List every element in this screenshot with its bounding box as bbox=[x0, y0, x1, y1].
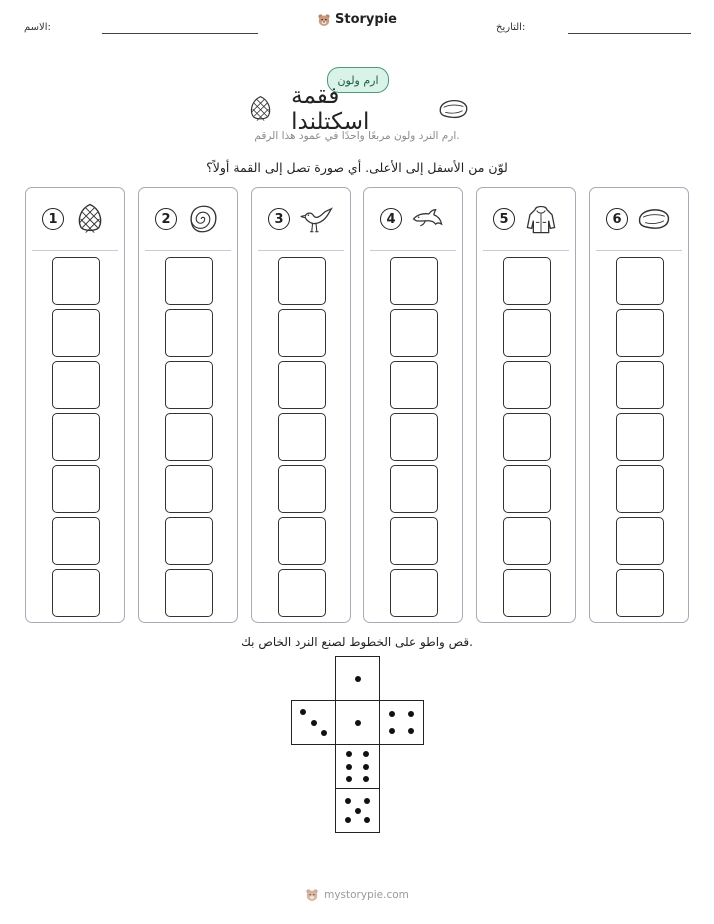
column-divider bbox=[258, 250, 344, 251]
color-square[interactable] bbox=[616, 569, 664, 617]
column-header bbox=[477, 188, 575, 250]
color-square[interactable] bbox=[278, 517, 326, 565]
color-square[interactable] bbox=[503, 257, 551, 305]
dice-face-3 bbox=[291, 700, 336, 745]
dice-pip bbox=[345, 817, 351, 823]
activity-pill: ارم ولون bbox=[327, 67, 389, 93]
dice-face-5 bbox=[335, 788, 380, 833]
footer bbox=[0, 888, 714, 902]
column-divider bbox=[483, 250, 569, 251]
color-square[interactable] bbox=[390, 465, 438, 513]
name-label: الاسم: bbox=[24, 22, 51, 33]
column-header bbox=[139, 188, 237, 250]
dice-pip bbox=[300, 709, 306, 715]
color-square[interactable] bbox=[52, 413, 100, 461]
column-2 bbox=[138, 187, 238, 623]
dice-pip bbox=[364, 817, 370, 823]
color-square[interactable] bbox=[503, 309, 551, 357]
rock-icon bbox=[437, 96, 470, 122]
column-header bbox=[252, 188, 350, 250]
column-divider bbox=[370, 250, 456, 251]
color-square[interactable] bbox=[52, 569, 100, 617]
color-square[interactable] bbox=[278, 413, 326, 461]
color-square[interactable] bbox=[503, 465, 551, 513]
color-square[interactable] bbox=[390, 569, 438, 617]
pinecone-icon bbox=[72, 202, 108, 236]
column-number: 2 bbox=[155, 208, 177, 230]
dice-pip bbox=[389, 711, 395, 717]
name-line[interactable] bbox=[102, 33, 258, 34]
color-square[interactable] bbox=[390, 257, 438, 305]
dice-pip bbox=[321, 730, 327, 736]
color-square[interactable] bbox=[165, 517, 213, 565]
column-header bbox=[364, 188, 462, 250]
dice-face-1 bbox=[335, 656, 380, 701]
dice-pip bbox=[311, 720, 317, 726]
column-1 bbox=[25, 187, 125, 623]
dice-pip bbox=[355, 808, 361, 814]
dice-pip bbox=[363, 751, 369, 757]
color-square[interactable] bbox=[503, 517, 551, 565]
dice-pip bbox=[355, 676, 361, 682]
dolphin-icon bbox=[410, 202, 446, 236]
rock-icon bbox=[636, 202, 672, 236]
dice-pip bbox=[408, 728, 414, 734]
dice-pip bbox=[363, 776, 369, 782]
date-label: التاريخ: bbox=[496, 22, 526, 33]
color-square[interactable] bbox=[616, 413, 664, 461]
instructions-subtitle: ارم النرد ولون مربعًا واحدًا في عمود هذا الرقم. bbox=[254, 130, 460, 142]
brand-logo bbox=[0, 12, 714, 27]
color-square[interactable] bbox=[165, 413, 213, 461]
dice-face-4 bbox=[379, 700, 424, 745]
color-square[interactable] bbox=[52, 517, 100, 565]
color-square[interactable] bbox=[616, 465, 664, 513]
column-number: 5 bbox=[493, 208, 515, 230]
color-square[interactable] bbox=[616, 517, 664, 565]
column-divider bbox=[145, 250, 231, 251]
column-header bbox=[590, 188, 688, 250]
dice-pip bbox=[408, 711, 414, 717]
color-square[interactable] bbox=[390, 309, 438, 357]
color-square[interactable] bbox=[165, 465, 213, 513]
dice-pip bbox=[363, 764, 369, 770]
dice-pip bbox=[346, 764, 352, 770]
raincoat-icon bbox=[523, 202, 559, 236]
color-square[interactable] bbox=[503, 413, 551, 461]
seagull-icon bbox=[298, 202, 334, 236]
bear-logo-icon bbox=[317, 13, 331, 27]
color-square[interactable] bbox=[52, 309, 100, 357]
question-text: لوّن من الأسفل إلى الأعلى. أي صورة تصل إلى القمة أولاً؟ bbox=[206, 160, 508, 175]
color-square[interactable] bbox=[52, 465, 100, 513]
color-square[interactable] bbox=[278, 361, 326, 409]
column-header bbox=[26, 188, 124, 250]
column-number: 6 bbox=[606, 208, 628, 230]
column-divider bbox=[32, 250, 118, 251]
dice-face-6 bbox=[335, 744, 380, 789]
color-square[interactable] bbox=[503, 361, 551, 409]
color-square[interactable] bbox=[390, 517, 438, 565]
dice-pip bbox=[346, 776, 352, 782]
color-square[interactable] bbox=[503, 569, 551, 617]
dice-pip bbox=[355, 720, 361, 726]
color-square[interactable] bbox=[278, 257, 326, 305]
dice-pip bbox=[364, 798, 370, 804]
dice-pip bbox=[389, 728, 395, 734]
dice-face-1 bbox=[335, 700, 380, 745]
column-number: 3 bbox=[268, 208, 290, 230]
color-square[interactable] bbox=[390, 413, 438, 461]
color-square[interactable] bbox=[278, 309, 326, 357]
date-line[interactable] bbox=[568, 33, 691, 34]
shell-fossil-icon bbox=[185, 202, 221, 236]
dice-pip bbox=[345, 798, 351, 804]
color-square[interactable] bbox=[278, 465, 326, 513]
color-square[interactable] bbox=[616, 309, 664, 357]
footer-site[interactable]: mystorypie.com bbox=[324, 889, 409, 901]
bear-logo-icon bbox=[305, 888, 319, 902]
dice-pip bbox=[346, 751, 352, 757]
color-square[interactable] bbox=[165, 257, 213, 305]
color-square[interactable] bbox=[616, 257, 664, 305]
color-square[interactable] bbox=[165, 309, 213, 357]
color-square[interactable] bbox=[165, 361, 213, 409]
column-5 bbox=[476, 187, 576, 623]
column-number: 1 bbox=[42, 208, 64, 230]
pinecone-icon bbox=[246, 94, 275, 124]
color-square[interactable] bbox=[278, 569, 326, 617]
color-square[interactable] bbox=[165, 569, 213, 617]
color-square[interactable] bbox=[52, 257, 100, 305]
dice-instruction: قص واطو على الخطوط لصنع النرد الخاص بك. bbox=[241, 635, 473, 649]
column-6 bbox=[589, 187, 689, 623]
column-3 bbox=[251, 187, 351, 623]
column-divider bbox=[596, 250, 682, 251]
page-title: فقمة اسكتلندا bbox=[291, 83, 370, 135]
color-square[interactable] bbox=[616, 361, 664, 409]
column-number: 4 bbox=[380, 208, 402, 230]
color-square[interactable] bbox=[390, 361, 438, 409]
brand-name: Storypie bbox=[335, 12, 397, 27]
column-4 bbox=[363, 187, 463, 623]
title-row bbox=[246, 83, 470, 135]
color-square[interactable] bbox=[52, 361, 100, 409]
